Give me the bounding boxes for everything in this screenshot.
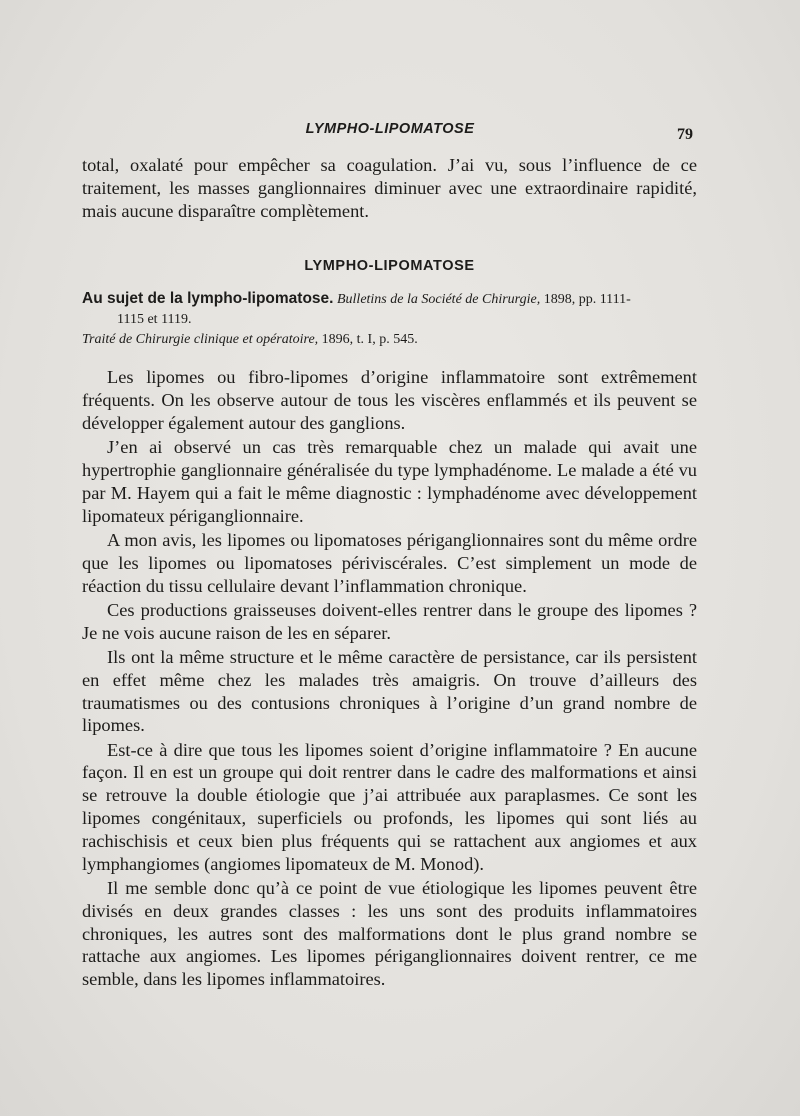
paragraph: Est-ce à dire que tous les lipomes soient d’origine inflammatoire ? En aucune façon. Il en est un groupe qui doit rentrer dans le cadre des malformations et ainsi se retrouve la double étiologie que j’ai attribuée aux paraplasmes. Ce sont les lipomes congénitaux, superficiels ou profonds, les lipomes qui sont liés au rachischisis et ceux bien plus fréquents qui se rattachent aux angiomes et aux lymphangiomes (angiomes lipomateux de M. Monod). — [82, 739, 697, 874]
reference-1-title: Au sujet de la lympho-lipomatose. — [82, 290, 334, 308]
reference-1-source: Bulletins de la Société de Chirurgie, — [336, 292, 541, 308]
paragraph: Les lipomes ou fibro-lipomes d’origine inflammatoire sont extrêmement fréquents. On les observe autour de tous les viscères enflammés et ils peuvent se développer également autour des ganglions. — [82, 367, 697, 433]
reference-1-details-b: 1115 et 1119. — [117, 312, 192, 328]
text-block — [82, 154, 697, 991]
continued-paragraph: total, oxalaté pour empêcher sa coagulation. J’ai vu, sous l’influence de ce traitement, les masses ganglionnaires diminuer avec une extraordinaire rapidité, mais aucune disparaître complètement. — [82, 155, 697, 221]
reference-2-source: Traité de Chirurgie clinique et opératoire, — [82, 332, 319, 348]
running-title: LYMPHO-LIPOMATOSE — [305, 121, 475, 137]
page-number: 79 — [677, 126, 693, 143]
paragraph: A mon avis, les lipomes ou lipomatoses périganglionnaires sont du même ordre que les lipomes ou lipomatoses périviscérales. C’est simplement un mode de réaction du tissu cellulaire devant l’inflammation chronique. — [82, 529, 697, 596]
section-heading: LYMPHO-LIPOMATOSE — [304, 258, 475, 275]
paragraph: Ces productions graisseuses doivent-elles rentrer dans le groupe des lipomes ? Je ne vois aucune raison de les en séparer. — [82, 599, 697, 643]
paragraph: Ils ont la même structure et le même caractère de persistance, car ils persistent en effet même chez les malades très amaigris. On trouve d’ailleurs des traumatismes ou des contusions chroniques à l’origine d’un grand nombre de lipomes. — [82, 646, 697, 736]
reference-1 — [82, 289, 697, 330]
reference-2-details: 1896, t. I, p. 545. — [321, 332, 418, 348]
reference-2 — [82, 330, 697, 350]
paragraph: Il me semble donc qu’à ce point de vue étiologique les lipomes peuvent être divisés en deux grandes classes : les uns sont des produits inflammatoires chroniques, les autres sont des malformations dont le plus grand nombre se rattache aux angiomes. Les lipomes périganglionnaires doivent rentrer, ce me semble, dans les lipomes inflammatoires. — [82, 877, 697, 990]
reference-1-details-a: 1898, pp. 1111- — [543, 292, 631, 308]
paragraph: J’en ai observé un cas très remarquable chez un malade qui avait une hypertrophie ganglionnaire généralisée du type lymphadénome. Le malade a été vu par M. Hayem qui a fait le même diagnostic : lymphadénome avec développement lipomateux périganglionnaire. — [82, 437, 697, 526]
